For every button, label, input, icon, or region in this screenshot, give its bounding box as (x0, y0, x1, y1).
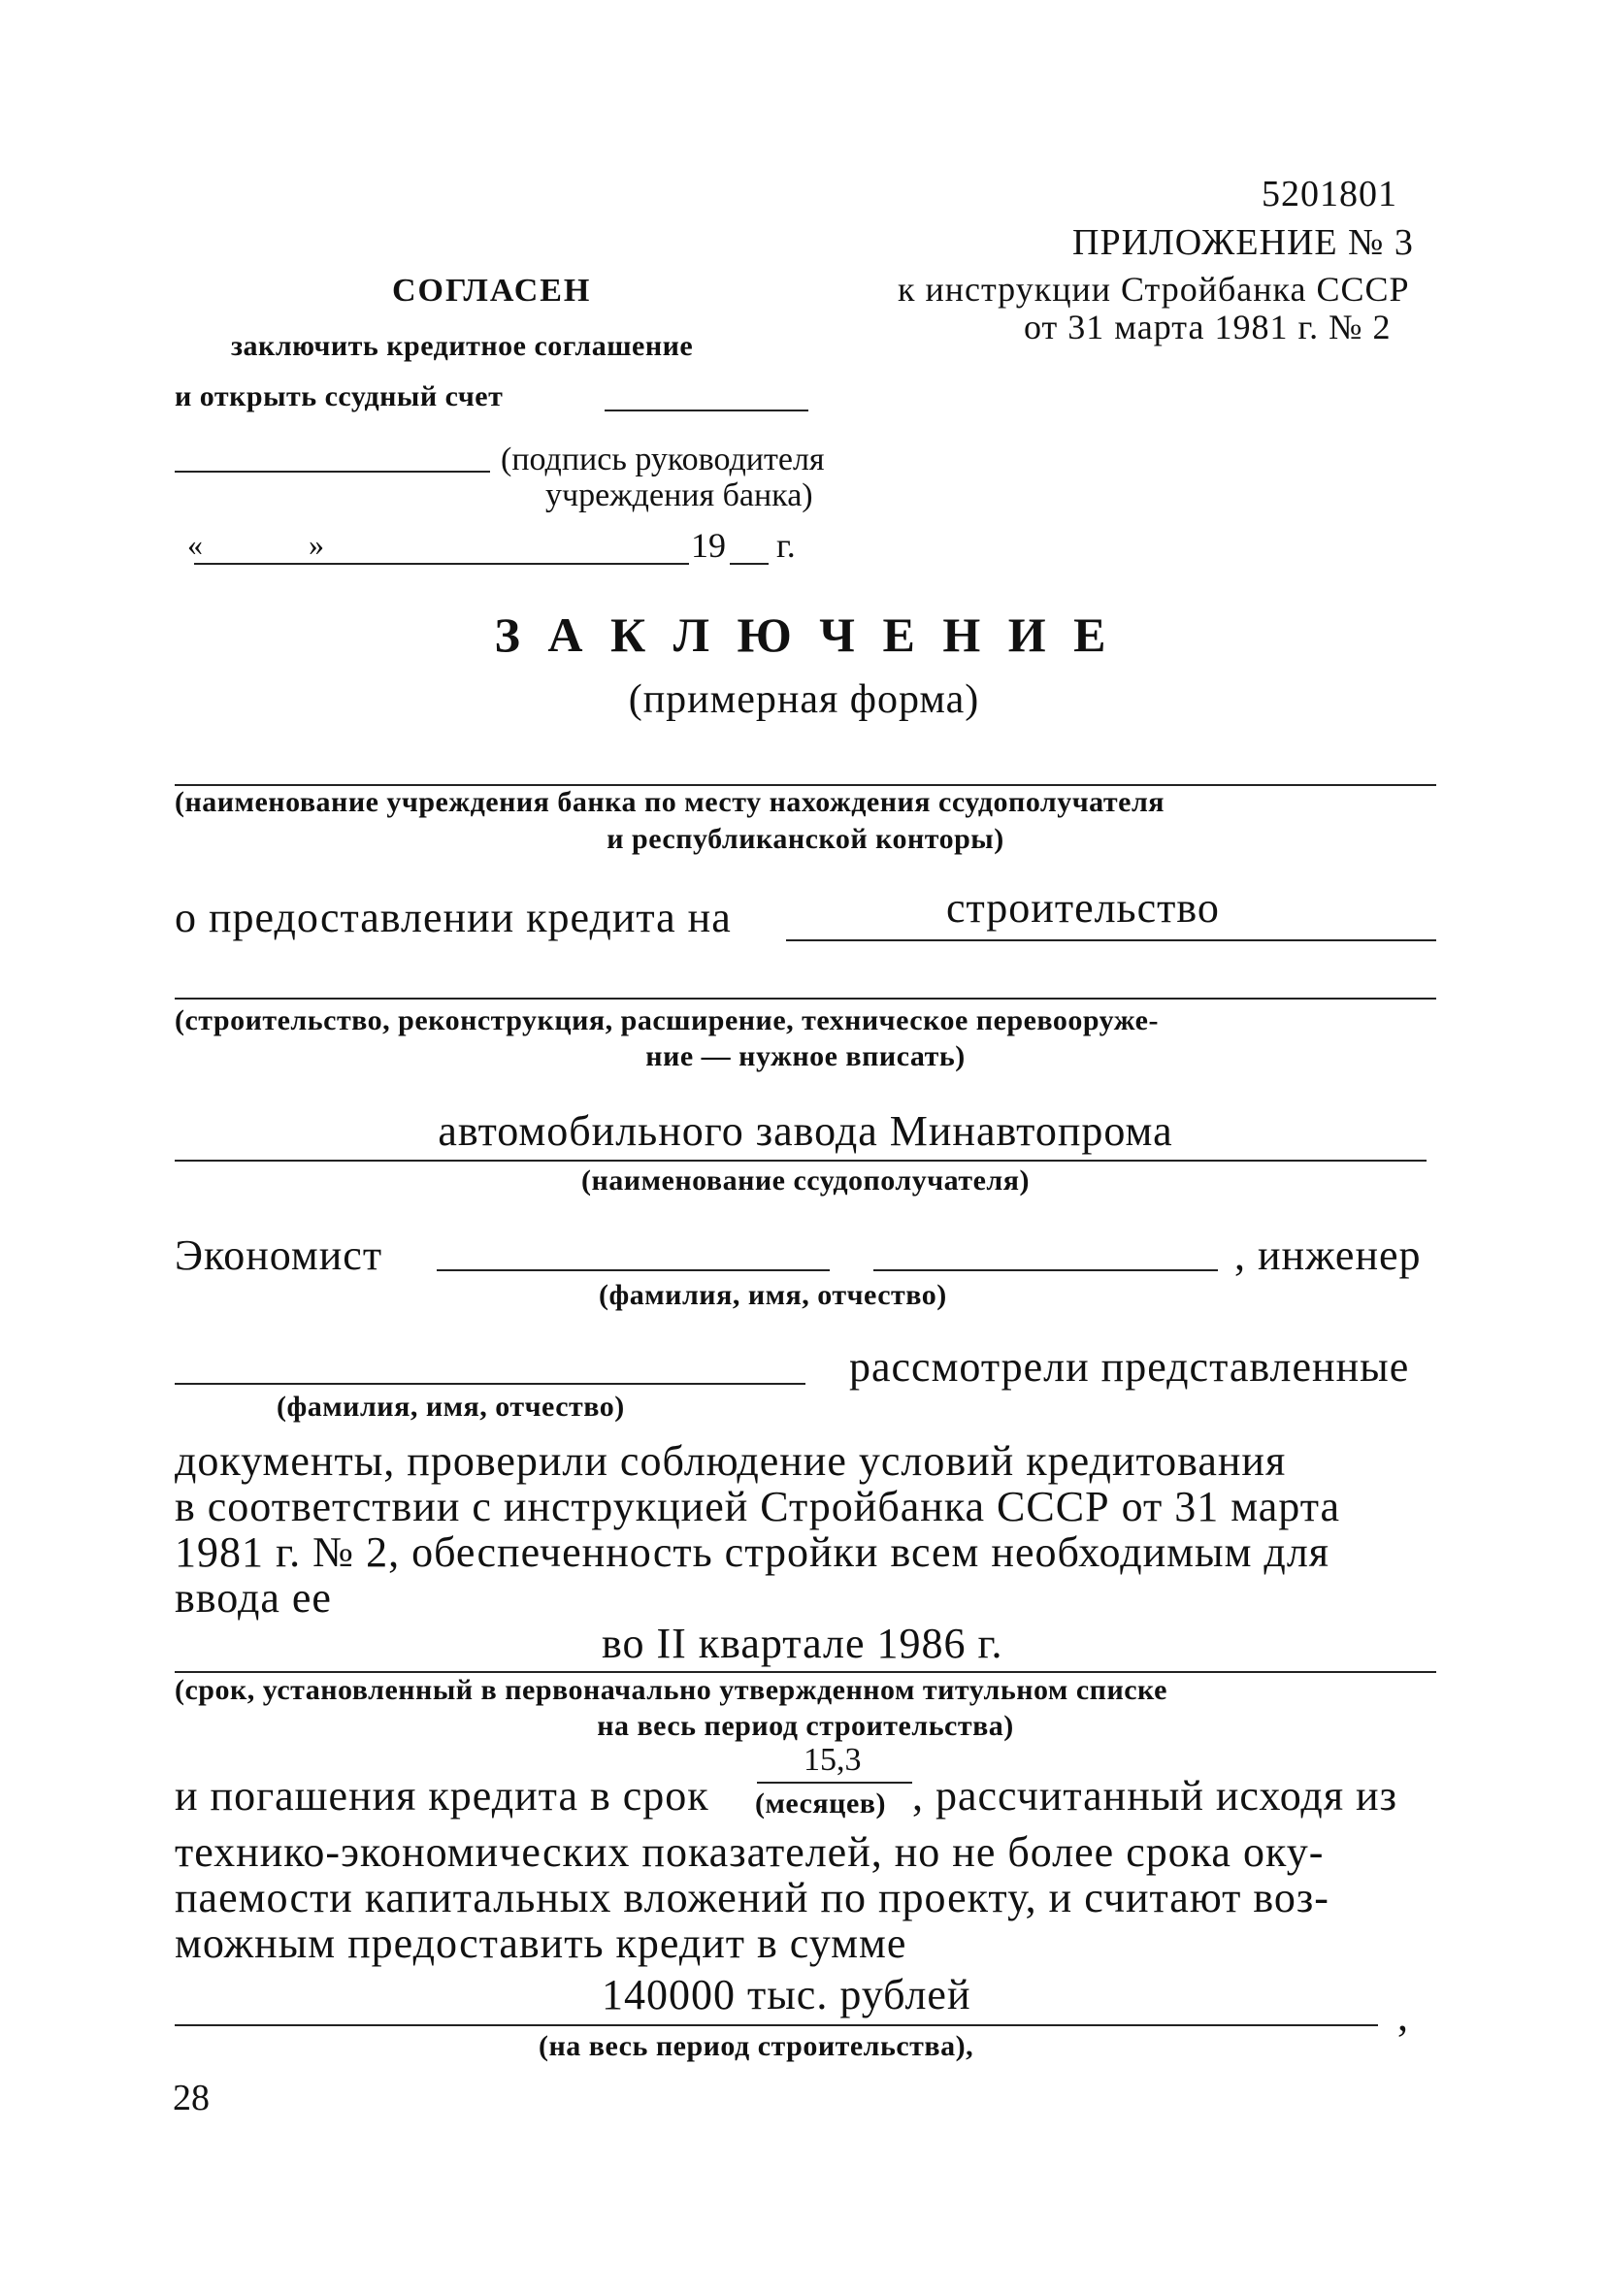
fraction-bar (757, 1782, 912, 1784)
body-line-8: можным предоставить кредит в сумме (175, 1919, 907, 1967)
approval-line-2: и открыть ссудный счет (175, 380, 504, 412)
body-line-4: ввода ее (175, 1574, 332, 1622)
body-line-1: документы, проверили соблюдение условий кредитования (175, 1437, 1287, 1485)
repay-numerator: 15,3 (804, 1742, 862, 1778)
page-number: 28 (173, 2078, 210, 2118)
appendix-label: ПРИЛОЖЕНИЕ № 3 (1072, 222, 1414, 263)
term-line (175, 1671, 1436, 1673)
amount-value: 140000 тыс. рублей (602, 1971, 971, 2018)
document-title: З А К Л Ю Ч Е Н И Е (494, 607, 1114, 662)
engineer-label: , инженер (1234, 1231, 1422, 1279)
date-line (194, 563, 689, 565)
credit-extra-line (175, 998, 1436, 1000)
approval-line-1: заключить кредитное соглашение (231, 330, 694, 362)
borrower-line (175, 1160, 1427, 1162)
amount-line (175, 2024, 1378, 2026)
reviewer-name-line (175, 1383, 805, 1385)
date-suffix: г. (776, 526, 796, 565)
economist-name-line (437, 1269, 830, 1271)
signature-label-2: учреждения банка) (545, 477, 813, 513)
credit-caption-2: ние — нужное вписать) (645, 1040, 966, 1072)
credit-value: строительство (946, 884, 1220, 932)
term-caption-2: на весь период строительства) (597, 1710, 1014, 1742)
repay-prefix: и погашения кредита в срок (175, 1772, 709, 1820)
amount-comma: , (1397, 1992, 1409, 2040)
credit-caption-1: (строительство, реконструкция, расширение, техническое перевооруже- (175, 1004, 1159, 1036)
date-year-line (730, 563, 769, 565)
document-code: 5201801 (1262, 174, 1397, 214)
approval-title: СОГЛАСЕН (392, 273, 592, 309)
repay-suffix: , рассчитанный исходя из (912, 1772, 1397, 1820)
reviewed-label: рассмотрели представленные (849, 1343, 1410, 1391)
date-open-quote: « (187, 527, 203, 562)
credit-prefix: о предоставлении кредита на (175, 894, 732, 941)
date-close-quote: » (309, 527, 324, 562)
instruction-line-1: к инструкции Стройбанка СССР (898, 270, 1410, 309)
account-number-line (605, 410, 808, 411)
instruction-line-2: от 31 марта 1981 г. № 2 (1024, 308, 1392, 346)
body-line-6: технико-экономических показателей, но не более срока оку- (175, 1828, 1325, 1876)
signature-label-1: (подпись руководителя (501, 442, 825, 477)
credit-value-line (786, 939, 1436, 941)
amount-caption: (на весь период строительства), (539, 2030, 974, 2062)
economist-label: Экономист (175, 1231, 383, 1279)
term-value: во II квартале 1986 г. (602, 1620, 1003, 1667)
engineer-name-line (873, 1269, 1218, 1271)
body-line-2: в соответствии с инструкцией Стройбанка СССР от 31 марта (175, 1483, 1341, 1530)
body-line-3: 1981 г. № 2, обеспеченность стройки всем необходимым для (175, 1528, 1330, 1576)
fio-caption-2: (фамилия, имя, отчество) (277, 1391, 625, 1423)
borrower-caption: (наименование ссудополучателя) (581, 1164, 1030, 1197)
term-caption-1: (срок, установленный в первоначально утвержденном титульном списке (175, 1674, 1167, 1706)
bank-caption-2: и республиканской конторы) (607, 823, 1004, 855)
date-year: 19 (691, 526, 726, 565)
fio-caption-1: (фамилия, имя, отчество) (599, 1279, 947, 1311)
signature-line (175, 471, 490, 473)
borrower-value: автомобильного завода Минавтопрома (438, 1107, 1173, 1155)
body-line-7: паемости капитальных вложений по проекту, и считают воз- (175, 1874, 1329, 1921)
repay-denominator: (месяцев) (755, 1788, 886, 1820)
document-subtitle: (примерная форма) (628, 677, 980, 722)
bank-caption-1: (наименование учреждения банка по месту нахождения ссудополучателя (175, 786, 1165, 818)
